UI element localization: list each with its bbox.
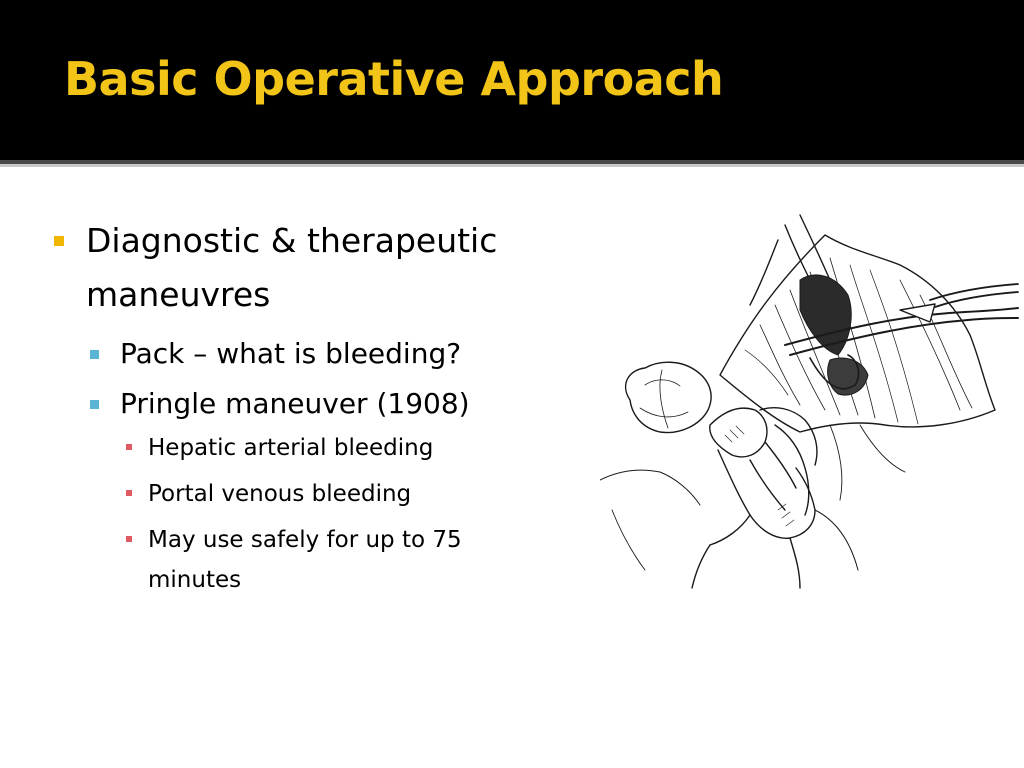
bullet-item-level1 xyxy=(50,214,550,322)
square-bullet-icon xyxy=(126,490,132,496)
bullet-text: Pack – what is bleeding? xyxy=(120,337,462,370)
bullet-text: May use safely for up to 75 minutes xyxy=(148,527,462,593)
slide-title: Basic Operative Approach xyxy=(64,52,724,106)
square-bullet-icon xyxy=(90,350,99,359)
bullet-list xyxy=(50,214,550,600)
square-bullet-icon xyxy=(126,444,132,450)
square-bullet-icon xyxy=(90,400,99,409)
title-divider-highlight xyxy=(0,164,1024,167)
square-bullet-icon xyxy=(126,536,132,542)
bullet-item-level3 xyxy=(120,428,550,468)
pringle-maneuver-illustration xyxy=(600,210,1020,590)
bullet-text: Diagnostic & therapeutic maneuvres xyxy=(86,221,498,314)
bullet-item-level2 xyxy=(86,386,550,422)
square-bullet-icon xyxy=(54,236,64,246)
bullet-item-level3 xyxy=(120,474,550,514)
title-band xyxy=(0,0,1024,160)
bullet-text: Hepatic arterial bleeding xyxy=(148,435,434,461)
bullet-item-level3 xyxy=(120,520,550,600)
bullet-text: Portal venous bleeding xyxy=(148,481,412,507)
bullet-text: Pringle maneuver (1908) xyxy=(120,387,470,420)
bullet-item-level2 xyxy=(86,336,550,372)
